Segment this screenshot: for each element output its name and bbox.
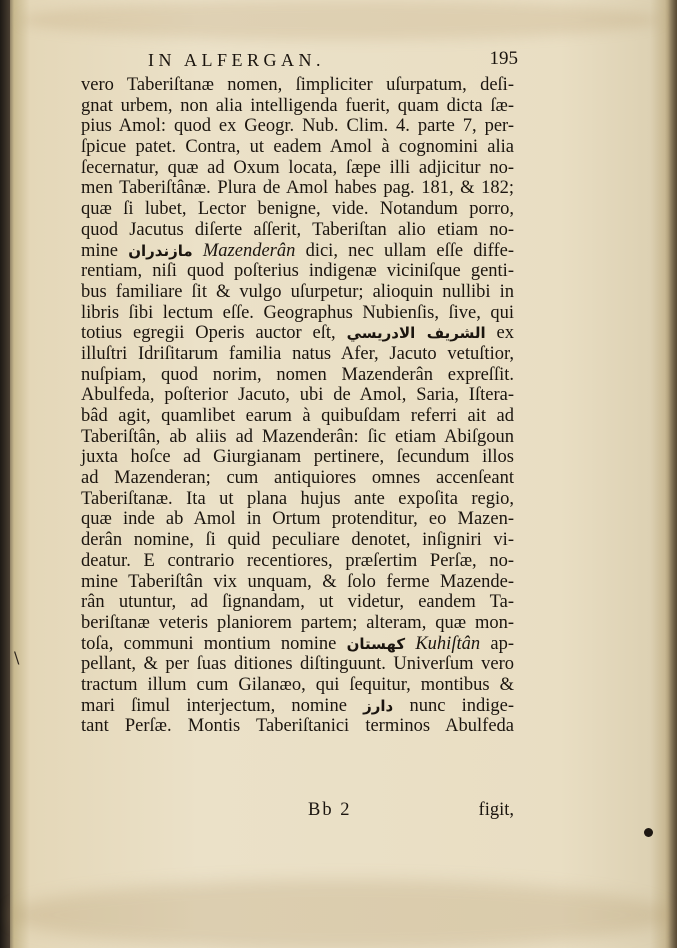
arabic-term: كهستان [346,634,406,653]
text-line [81,696,514,717]
text-line: pellant, & per ſuas ditiones diſtinguunt. Univerſum vero [81,654,514,675]
line-text: nunc indige- [409,695,515,716]
running-head [100,48,518,74]
catchword: figit, [478,800,514,820]
text-line: pius Amol: quod ex Geogr. Nub. Clim. 4. parte 7, per- [81,116,514,137]
text-line: Abulfeda, poſterior Jacuto, ubi de Amol, Saria, Iſtera- [81,385,514,406]
running-head-title: IN ALFERGAN. [148,50,326,70]
text-line: ſecernatur, quæ ad Oxum locata, ſæpe illi adjicitur no- [81,157,514,178]
book-spine [0,0,10,948]
text-line: illuſtri Idriſitarum familia natus Afer, Jacuto vetuſtior, [81,343,514,364]
italic-term: Kuhiſtân [415,633,481,654]
text-line: gnat urbem, non alia intelligenda fuerit, quam dicta ſæ- [81,95,514,116]
text-line: quæ inde ab Amol in Ortum protenditur, eo Mazen- [81,509,514,530]
text-line: rân utuntur, ad ſignandam, ut videtur, eandem Ta- [81,592,514,613]
line-text: toſa, communi montium nomine [81,633,337,654]
line-text: totius egregii Operis auctor eſt, [81,323,336,344]
ink-dot [644,828,653,837]
text-line: bus familiare ſit & vulgo uſurpetur; alioquin nullibi in [81,281,514,302]
text-line: beriſtanæ veteris planiorem partem; alteram, quæ mon- [81,612,514,633]
arabic-term: الشريف الادريسي [346,324,486,343]
line-text: ex [496,323,514,344]
signature-mark: Bb 2 [308,800,352,820]
text-line: quod Jacutus diſerte aſſerit, Taberiſtan alio etiam no- [81,219,514,240]
top-paper-stain [20,0,660,40]
italic-term: Mazenderân [202,240,296,261]
body-text [81,75,514,737]
line-text: mari ſimul interjectum, nomine [81,695,347,716]
text-line: juxta hoſce ad Giurgianam pertinere, ſecundum illos [81,447,514,468]
text-line: ſpicue patet. Contra, ut eadem Amol à cognomini alia [81,137,514,158]
bottom-paper-stain [10,880,670,948]
text-line: nuſpiam, quod norim, nomen Mazenderân expreſſit. [81,364,514,385]
arabic-term: مازندران [128,241,193,260]
text-line: Taberiſtanæ. Ita ut plana hujus ante expoſita regio, [81,488,514,509]
arabic-term: دارز [363,696,394,715]
text-line: Taberiſtân, ab aliis ad Mazenderân: ſic etiam Abiſgoun [81,426,514,447]
line-text: dici, nec ullam eſſe diffe- [305,240,515,261]
margin-mark: \ [14,648,20,667]
text-line [81,241,514,262]
text-line: libris ſibi lectum eſſe. Geographus Nubienſis, ſive, qui [81,302,514,323]
line-text: mine [81,240,118,261]
page-number: 195 [489,48,518,69]
text-line: derân nomine, ſi quid peculiare denotet, inſigniri vi- [81,530,514,551]
text-line: mine Taberiſtân vix unquam, & ſolo ferme Mazende- [81,571,514,592]
catch-line [308,800,514,822]
text-line [81,323,514,344]
page-edge-shadow [665,0,677,948]
text-line [81,634,514,655]
text-line: tractum illum cum Gilanæo, qui ſequitur, montibus & [81,674,514,695]
line-text: ap- [490,633,514,654]
text-line: men Taberiſtânæ. Plura de Amol habes pag. 181, & 182; [81,178,514,199]
text-line: bâd agit, quamlibet earum à quibuſdam referri ait ad [81,406,514,426]
text-line: ad Mazenderan; cum antiquiores omnes accenſeant [81,468,514,489]
text-line: quæ ſi lubet, Lector benigne, vide. Notandum porro, [81,199,514,220]
text-line: deatur. E contrario recentiores, præſertim Perſæ, no- [81,550,514,571]
text-line: rentiam, niſi quod poſterius indigenæ viciniſque genti- [81,261,514,282]
text-line: vero Taberiſtanæ nomen, ſimpliciter uſurpatum, deſi- [81,75,514,95]
text-line: tant Perſæ. Montis Taberiſtanici terminos Abulfeda [81,716,514,737]
